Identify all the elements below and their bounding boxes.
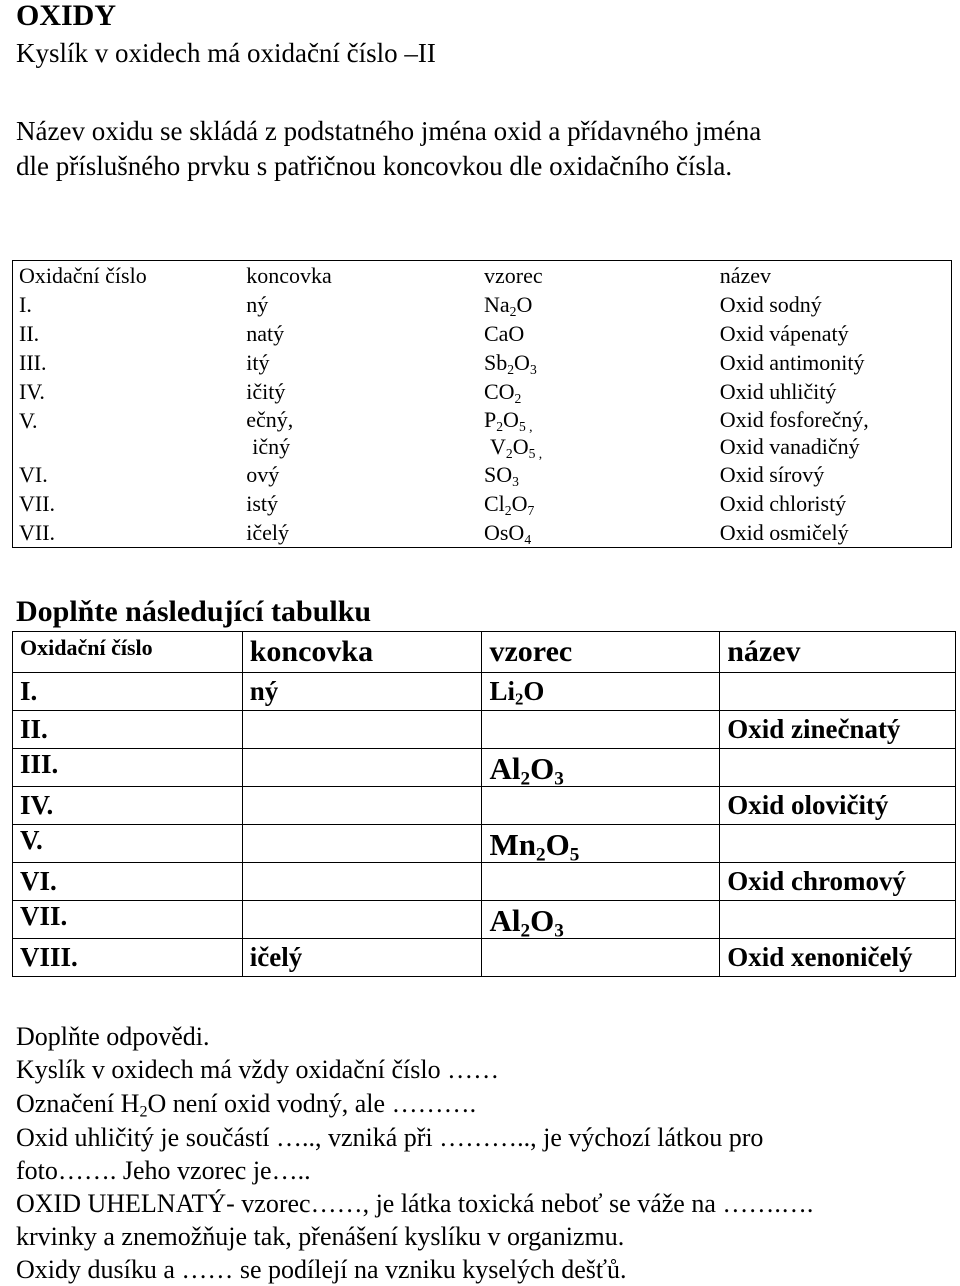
ending-cell — [246, 406, 484, 460]
ending-line: ečný, — [246, 407, 294, 432]
table-row — [13, 939, 956, 977]
naming-rule-line2: dle příslušného prvku s patřičnou koncovkou dle oxidačního čísla. — [16, 151, 733, 181]
formula: $V_2O_{5 ,}$ — [489, 434, 543, 461]
formula: $CO_2$ — [483, 379, 522, 406]
ending-cell: ový — [246, 462, 280, 487]
column-header: Oxidační číslo — [13, 632, 243, 673]
oxidation-number-cell: IV. — [13, 787, 243, 825]
question-4-line1: OXID UHELNATÝ- vzorec……, je látka toxická neboť se váže na …….…. — [16, 1189, 814, 1218]
formula: $SO_3$ — [483, 462, 519, 489]
name-cell: Oxid sodný — [719, 292, 822, 317]
name-cell — [720, 825, 956, 863]
oxidation-number-cell: IV. — [19, 379, 45, 404]
table-row — [13, 460, 952, 489]
question-4-line2: krvinky a znemožňuje tak, přenášení kyslíku v organizmu. — [16, 1222, 625, 1251]
answers-heading: Doplňte odpovědi. — [16, 1022, 210, 1051]
exercise-table — [12, 631, 956, 977]
name-cell: Oxid antimonitý — [719, 350, 865, 375]
formula-line — [484, 406, 720, 433]
name-cell: Oxid olovičitý — [720, 787, 956, 825]
formula-cell — [482, 863, 720, 901]
formula-cell — [482, 673, 720, 711]
name-cell: Oxid zinečnatý — [720, 711, 956, 749]
oxidation-number-cell: V. — [19, 408, 38, 433]
formula-cell — [482, 787, 720, 825]
ending-cell — [242, 749, 482, 787]
formula: $Mn_2O_5$ — [489, 827, 580, 866]
table-row — [13, 518, 952, 548]
oxidation-number-cell: II. — [19, 321, 40, 346]
oxidation-number-cell: III. — [13, 749, 243, 787]
ending-cell: ičelý — [242, 939, 482, 977]
formula: $Sb_2O_3$ — [483, 350, 537, 377]
oxidation-number-cell: III. — [19, 350, 47, 375]
table-row — [13, 711, 956, 749]
ending-cell: ičelý — [246, 520, 290, 545]
name-cell — [720, 673, 956, 711]
formula-cell — [482, 901, 720, 942]
ending-line: ičný — [252, 434, 291, 459]
formula-cell — [484, 377, 720, 406]
ending-cell — [242, 901, 482, 939]
name-cell: Oxid chromový — [720, 863, 956, 901]
column-header: vzorec — [483, 263, 543, 288]
ending-cell: itý — [246, 350, 270, 375]
column-header: název — [719, 263, 771, 288]
column-header: koncovka — [242, 632, 482, 673]
oxidation-number-cell: VII. — [19, 520, 56, 545]
name-cell — [720, 749, 956, 787]
formula: $Al_2O_3$ — [489, 903, 564, 942]
ending-cell — [242, 825, 482, 863]
name-line: Oxid fosforečný, — [719, 407, 869, 432]
column-header: koncovka — [246, 263, 332, 288]
name-cell — [720, 406, 952, 460]
table-row — [13, 290, 952, 319]
formula: $P_2O_{5 ,}$ — [483, 407, 533, 434]
name-cell: Oxid uhličitý — [719, 379, 837, 404]
column-header: Oxidační číslo — [19, 263, 147, 288]
ending-cell: ný — [242, 673, 482, 711]
ending-cell: istý — [246, 491, 279, 516]
formula: $Li_2O$ — [489, 676, 545, 709]
ending-cell: natý — [246, 321, 285, 346]
formula-line — [484, 433, 720, 460]
table-row — [13, 348, 952, 377]
table-row — [13, 489, 952, 518]
exercise-heading: Doplňte následující tabulku — [16, 595, 372, 628]
question-5: Oxidy dusíku a …… se podílejí na vzniku kyselých dešťů. — [16, 1255, 627, 1284]
oxidation-number-cell: I. — [19, 292, 32, 317]
column-header: vzorec — [482, 632, 720, 673]
name-cell: Oxid chloristý — [719, 491, 847, 516]
table-row — [13, 377, 952, 406]
formula: CaO — [483, 321, 525, 346]
ending-cell: ný — [246, 292, 269, 317]
oxidation-number-cell: VI. — [13, 863, 243, 901]
formula-cell — [482, 749, 720, 790]
oxidation-number-cell: I. — [13, 673, 243, 711]
name-line: Oxid vanadičný — [719, 434, 860, 459]
table-row — [13, 825, 956, 863]
formula: $Na_2O$ — [483, 292, 533, 319]
reference-table — [12, 260, 952, 548]
question-2: Označení $H_2O$ není oxid vodný, ale ………. — [16, 1089, 477, 1121]
name-cell: Oxid vápenatý — [719, 321, 849, 346]
ending-cell — [242, 711, 482, 749]
formula: $Al_2O_3$ — [489, 751, 564, 790]
formula: OsO$_4$ — [483, 520, 532, 547]
table-row — [13, 406, 952, 460]
column-header: název — [720, 632, 956, 673]
oxidation-number-cell: VII. — [13, 901, 243, 939]
ending-cell: ičitý — [246, 379, 286, 404]
formula-cell — [482, 939, 720, 977]
formula-cell — [484, 518, 720, 548]
name-cell: Oxid sírový — [719, 462, 825, 487]
name-cell: Oxid osmičelý — [719, 520, 849, 545]
formula-cell — [484, 460, 720, 489]
question-3-line2: foto……. Jeho vzorec je….. — [16, 1156, 311, 1185]
table-row — [13, 863, 956, 901]
oxidation-number-cell: VI. — [19, 462, 48, 487]
formula: $Cl_2O_7$ — [483, 491, 535, 518]
oxidation-rule: Kyslík v oxidech má oxidační číslo –II — [16, 38, 436, 68]
table-row — [13, 787, 956, 825]
name-cell — [720, 901, 956, 939]
formula-cell — [484, 489, 720, 518]
table-row — [13, 901, 956, 939]
table-row — [13, 673, 956, 711]
question-1: Kyslík v oxidech má vždy oxidační číslo …… — [16, 1055, 500, 1084]
oxidation-number-cell: VIII. — [13, 939, 243, 977]
name-cell: Oxid xenoničelý — [720, 939, 956, 977]
oxidation-number-cell: II. — [13, 711, 243, 749]
formula-cell — [484, 290, 720, 319]
formula-cell — [482, 825, 720, 866]
formula-cell — [484, 348, 720, 377]
ending-cell — [242, 863, 482, 901]
oxidation-number-cell: VII. — [19, 491, 56, 516]
page-title: OXIDY — [16, 0, 117, 32]
table-row — [13, 749, 956, 787]
table-row — [13, 319, 952, 348]
ending-cell — [242, 787, 482, 825]
formula-cell — [484, 406, 720, 460]
formula-cell — [484, 319, 720, 348]
question-3-line1: Oxid uhličitý je součástí ….., vzniká při ……….., je výchozí látkou pro — [16, 1123, 764, 1152]
oxidation-number-cell: V. — [13, 825, 243, 863]
formula-cell — [482, 711, 720, 749]
naming-rule-line1: Název oxidu se skládá z podstatného jména oxid a přídavného jména — [16, 116, 762, 146]
